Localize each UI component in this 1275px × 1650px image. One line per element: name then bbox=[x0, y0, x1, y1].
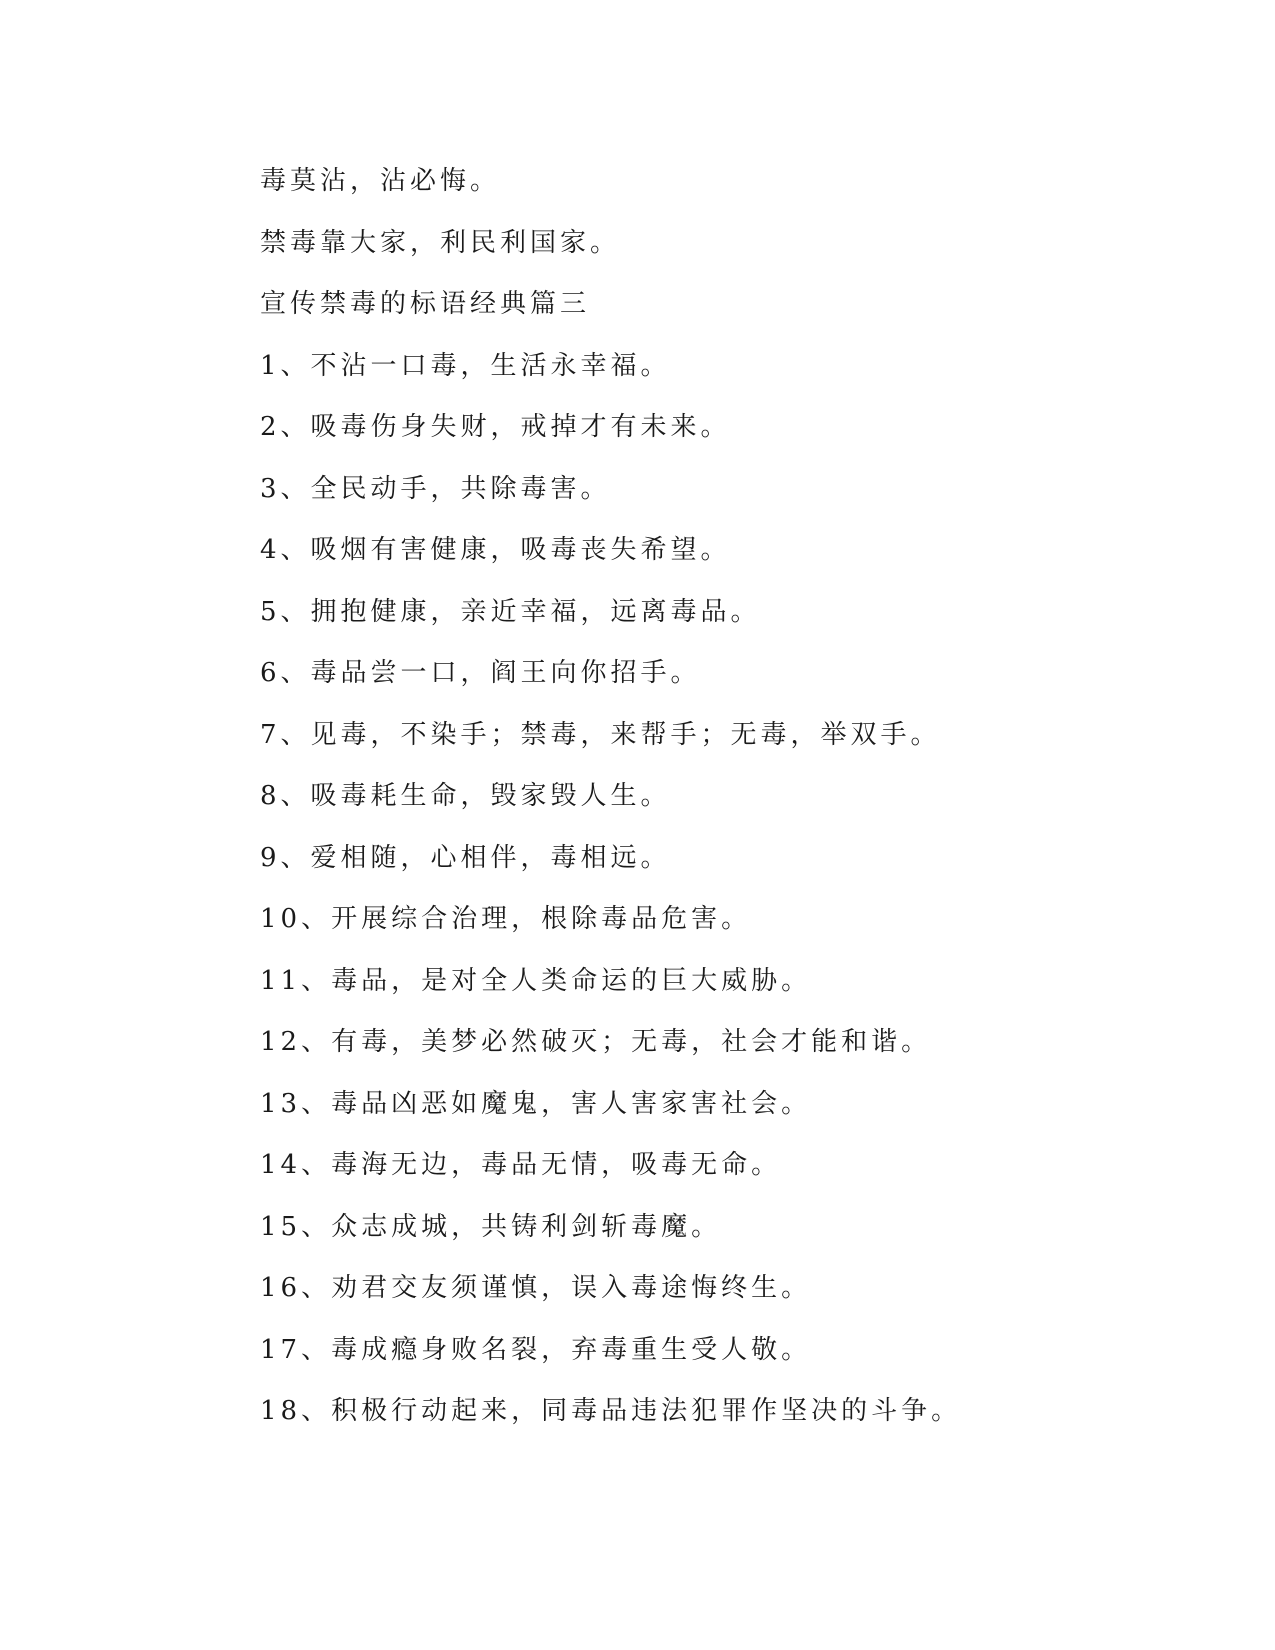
list-item: 2、吸毒伤身失财，戒掉才有未来。 bbox=[260, 412, 731, 442]
text-line: 毒莫沾，沾必悔。 bbox=[260, 166, 501, 196]
list-item: 10、开展综合治理，根除毒品危害。 bbox=[260, 904, 752, 934]
list-item: 5、拥抱健康，亲近幸福，远离毒品。 bbox=[260, 596, 761, 627]
list-item: 15、众志成城，共铸利剑斩毒魔。 bbox=[260, 1211, 722, 1242]
list-item: 6、毒品尝一口，阎王向你招手。 bbox=[260, 658, 701, 688]
list-item: 8、吸毒耗生命，毁家毁人生。 bbox=[260, 781, 671, 811]
list-item: 7、见毒，不染手；禁毒，来帮手；无毒，举双手。 bbox=[260, 719, 941, 750]
list-item: 16、劝君交友须谨慎，误入毒途悔终生。 bbox=[260, 1273, 812, 1303]
list-item: 11、毒品，是对全人类命运的巨大威胁。 bbox=[260, 965, 812, 996]
list-item: 9、爱相随，心相伴，毒相远。 bbox=[260, 842, 671, 873]
list-item: 3、全民动手，共除毒害。 bbox=[260, 473, 611, 504]
text-line: 禁毒靠大家，利民利国家。 bbox=[260, 227, 621, 258]
list-item: 1、不沾一口毒，生活永幸福。 bbox=[260, 350, 671, 381]
list-item: 18、积极行动起来，同毒品违法犯罪作坚决的斗争。 bbox=[260, 1396, 962, 1426]
document-body bbox=[260, 162, 1160, 1454]
list-item: 14、毒海无边，毒品无情，吸毒无命。 bbox=[260, 1150, 782, 1180]
list-item: 4、吸烟有害健康，吸毒丧失希望。 bbox=[260, 535, 731, 565]
list-item: 12、有毒，美梦必然破灭；无毒，社会才能和谐。 bbox=[260, 1027, 932, 1057]
section-heading: 宣传禁毒的标语经典篇三 bbox=[260, 289, 591, 319]
list-item: 13、毒品凶恶如魔鬼，害人害家害社会。 bbox=[260, 1088, 812, 1119]
list-item: 17、毒成瘾身败名裂，弃毒重生受人敬。 bbox=[260, 1334, 812, 1365]
